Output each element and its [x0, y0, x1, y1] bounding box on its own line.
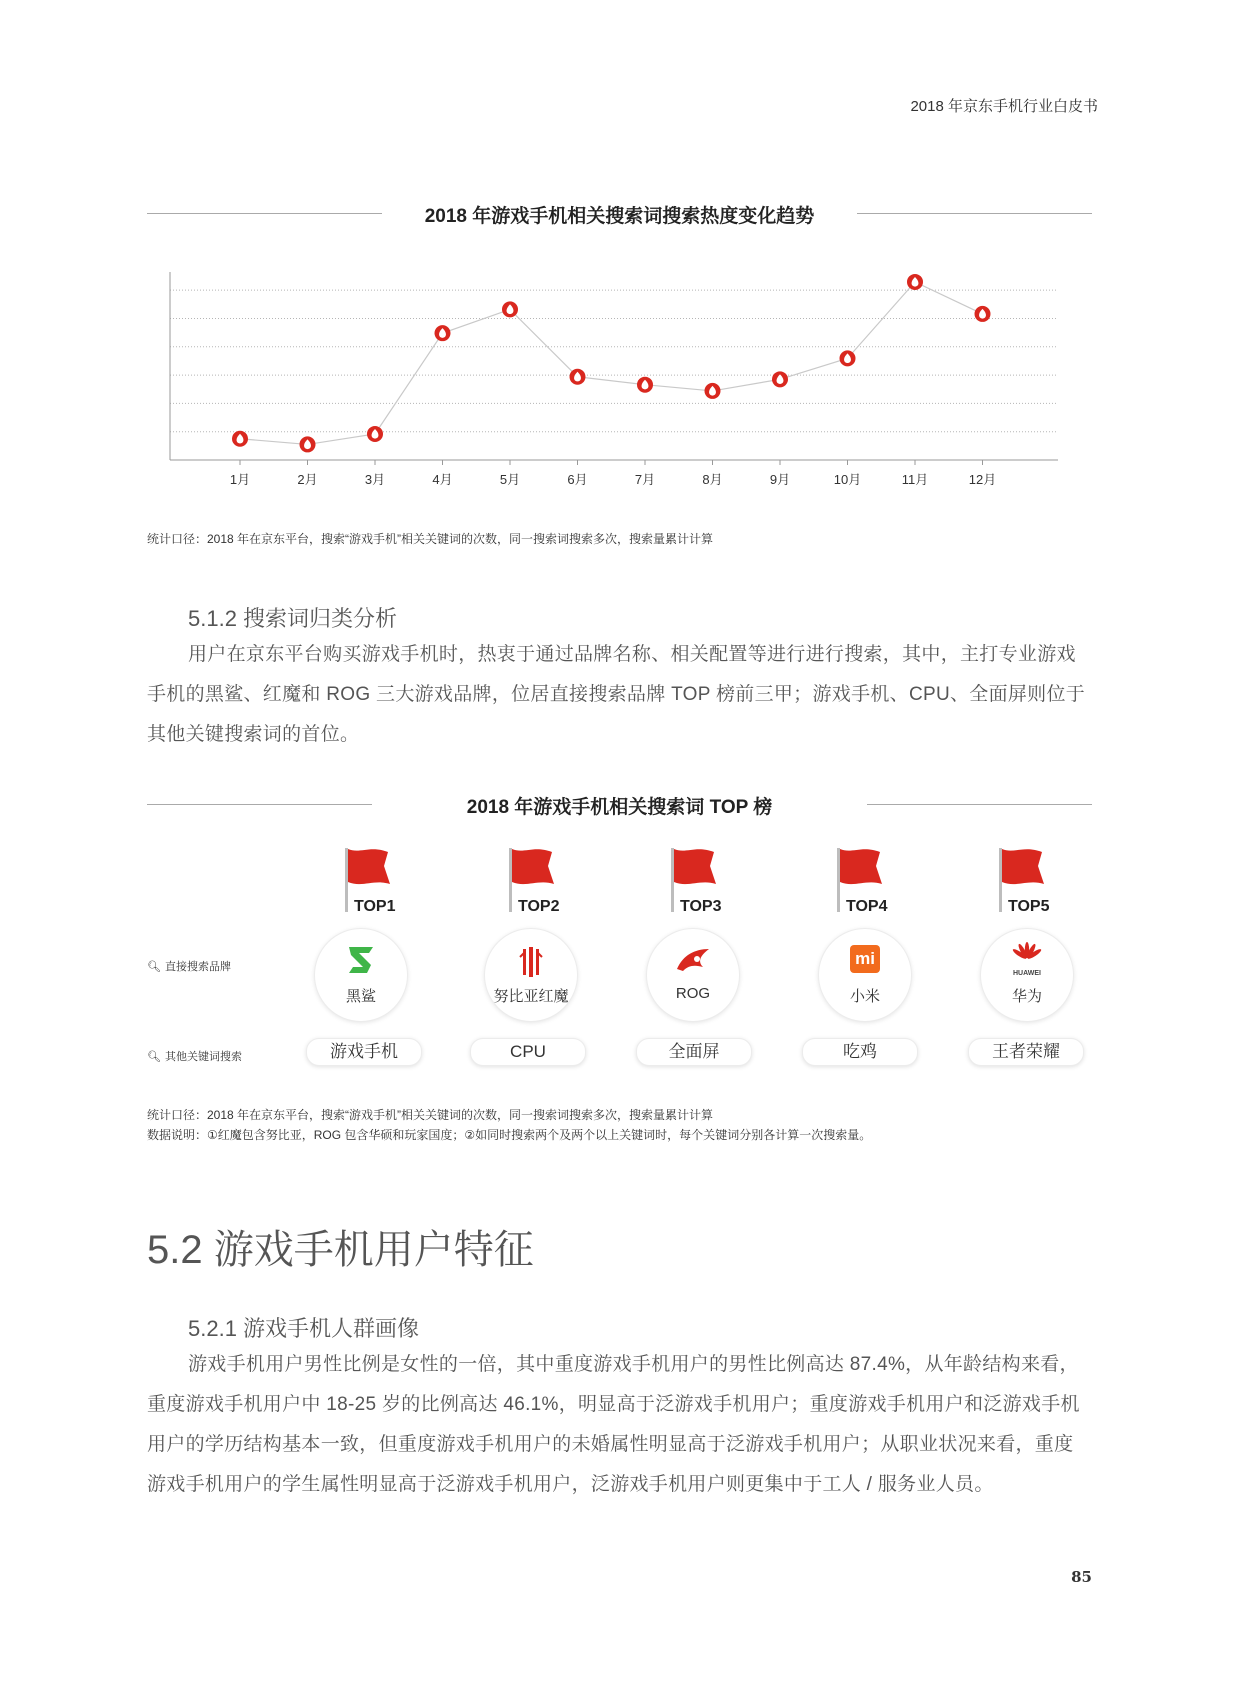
- top-note-1: 统计口径：2018 年在京东平台，搜索“游戏手机”相关关键词的次数，同一搜索词搜索多次，搜索量累计计算: [147, 1108, 714, 1122]
- chart-title: 2018 年游戏手机相关搜索词搜索热度变化趋势: [424, 206, 815, 227]
- rank-label: TOP2: [518, 898, 560, 915]
- section-5-1-2-paragraph: [147, 635, 1092, 755]
- rank-label: TOP3: [680, 898, 722, 915]
- x-tick-label: 6月: [567, 472, 588, 487]
- red-magic-logo-icon: [511, 943, 551, 979]
- x-tick-label: 9月: [769, 472, 791, 487]
- row-label-brand: [147, 958, 231, 974]
- brand-badge: [314, 928, 408, 1022]
- x-tick-label: 2月: [297, 472, 318, 487]
- chart-note: 统计口径：2018 年在京东平台，搜索“游戏手机”相关关键词的次数，同一搜索词搜索多次，搜索量累计计算: [147, 532, 714, 546]
- mi-logo-icon: mi: [850, 945, 880, 973]
- title-rule-right: [857, 213, 1092, 214]
- rank-label: TOP5: [1008, 898, 1050, 915]
- keyword-pill: 王者荣耀: [968, 1038, 1084, 1066]
- huawei-logo-text: HUAWEI: [1013, 970, 1041, 977]
- section-5-1-2-text: 用户在京东平台购买游戏手机时，热衷于通过品牌名称、相关配置等进行进行搜索，其中，主打专业游戏手机的黑鲨、红魔和 ROG 三大游戏品牌，位居直接搜索品牌 TOP 榜前三甲；游戏手机、CPU、全面屏则位于其他关键搜索词的首位。: [147, 644, 1086, 745]
- section-5-2-1-heading: 5.2.1 游戏手机人群画像: [188, 1316, 420, 1341]
- x-tick-label: 4月: [432, 472, 453, 487]
- brand-badge: [484, 928, 578, 1022]
- running-header: 2018 年京东手机行业白皮书: [910, 98, 1098, 115]
- brand-badge: [646, 928, 740, 1022]
- x-tick-label: 7月: [634, 472, 656, 487]
- x-tick-label: 12月: [968, 472, 997, 487]
- search-icon: 🔍︎: [147, 1051, 161, 1063]
- brand-name: 小米: [849, 988, 880, 1005]
- rog-logo-icon: [673, 943, 713, 979]
- brand-name: 华为: [1011, 988, 1042, 1005]
- rank-label: TOP1: [354, 898, 396, 915]
- top-item: [306, 846, 456, 1066]
- brand-name: ROG: [675, 985, 711, 1002]
- section-5-1-2-heading: 5.1.2 搜索词归类分析: [188, 606, 398, 631]
- x-tick-label: 5月: [499, 472, 521, 487]
- top-item: [802, 846, 952, 1066]
- top-title-row: [147, 790, 1092, 820]
- row-label-keyword-text: 其他关键词搜索: [164, 1051, 242, 1063]
- brand-badge: [980, 928, 1074, 1022]
- top-item: [968, 846, 1118, 1066]
- page-number: 85: [1071, 1568, 1092, 1586]
- black-shark-logo-icon: [341, 943, 381, 979]
- x-tick-label: 1月: [229, 472, 251, 487]
- top-item: [636, 846, 786, 1066]
- brand-badge: [818, 928, 912, 1022]
- section-5-2-heading: 5.2 游戏手机用户特征: [147, 1228, 534, 1272]
- keyword-pill: CPU: [470, 1038, 586, 1066]
- brand-name: 努比亚红魔: [493, 988, 569, 1005]
- search-trend-line-chart: [160, 268, 1060, 508]
- section-5-2-1-text: 游戏手机用户男性比例是女性的一倍，其中重度游戏手机用户的男性比例高达 87.4%，从年龄结构来看，重度游戏手机用户中 18-25 岁的比例高达 46.1%，明显高于泛游戏手机用户；重度游戏手机用户和泛游戏手机用户的学历结构基本一致，但重度游戏手机用户的未婚属性明显高于泛游戏手机用户；从职业状况来看，重度游戏手机用户的学生属性明显高于泛游戏手机用户，泛游戏手机用户则更集中于工人 / 服务业人员。: [147, 1354, 1080, 1495]
- chart-title-row: [147, 199, 1092, 229]
- search-icon: 🔍︎: [147, 961, 161, 973]
- x-tick-label: 10月: [833, 472, 862, 487]
- keyword-pill: 全面屏: [636, 1038, 752, 1066]
- top-note-2: 数据说明：①红魔包含努比亚，ROG 包含华硕和玩家国度；②如同时搜索两个及两个以上关键词时，每个关键词分别各计算一次搜索量。: [147, 1128, 872, 1142]
- row-label-keyword: [147, 1048, 242, 1064]
- series-line: [240, 282, 983, 444]
- rank-label: TOP4: [846, 898, 888, 915]
- brand-name: 黑鲨: [345, 988, 376, 1005]
- row-label-brand-text: 直接搜索品牌: [164, 961, 231, 973]
- keyword-pill: 游戏手机: [306, 1038, 422, 1066]
- top-item: [470, 846, 620, 1066]
- section-5-2-1-paragraph: [147, 1345, 1092, 1505]
- x-tick-label: 3月: [364, 472, 386, 487]
- x-tick-label: 8月: [702, 472, 723, 487]
- huawei-logo-icon: [1009, 941, 1045, 967]
- keyword-pill: 吃鸡: [802, 1038, 918, 1066]
- x-tick-label: 11月: [901, 472, 929, 487]
- top-list-title: 2018 年游戏手机相关搜索词 TOP 榜: [466, 797, 773, 818]
- top-title-rule-right: [867, 804, 1092, 805]
